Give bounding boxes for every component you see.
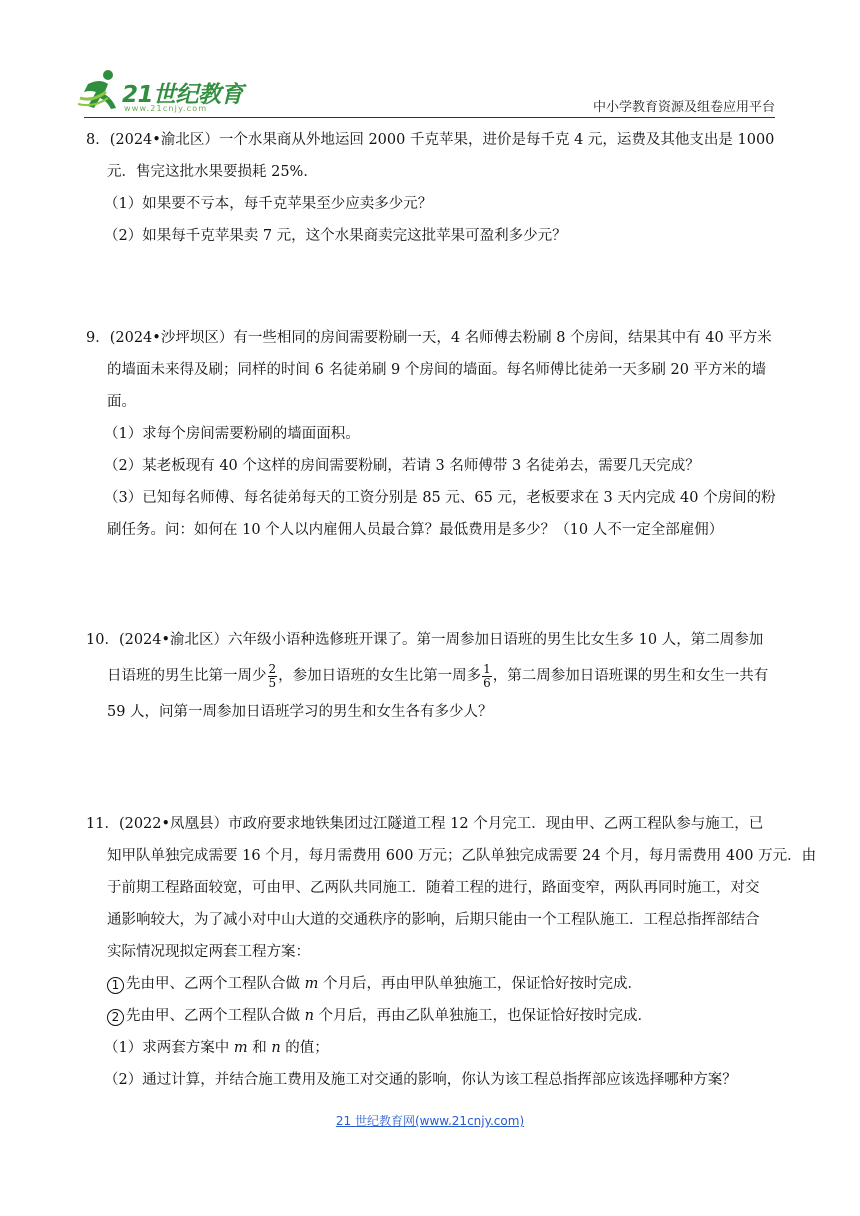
q11-part-2: （2）通过计算，并结合施工费用及施工对交通的影响，你认为该工程总指挥部应该选择哪种方案？ (104, 1072, 737, 1088)
page-footer (0, 1112, 860, 1129)
q8-part-2: （2）如果每千克苹果卖 7 元，这个水果商卖完这批苹果可盈利多少元？ (104, 228, 567, 244)
runner-logo-icon (78, 68, 124, 112)
q10-line-3: 59 人，问第一周参加日语班学习的男生和女生各有多少人？ (107, 704, 493, 720)
logo-url: www.21cnjy.com (124, 104, 208, 113)
q11-part-1-a: （1）求两套方案中 (104, 1040, 234, 1056)
q11-option-2-part-a: 先由甲、乙两个工程队合做 (126, 1008, 305, 1024)
q11-option-1-part-b: 个月后，再由甲队单独施工，保证恰好按时完成． (318, 976, 642, 992)
q9-part-1: （1）求每个房间需要粉刷的墙面面积。 (104, 426, 360, 442)
question-10 (86, 624, 776, 728)
q10-line-1: 10．(2024•渝北区）六年级小语种选修班开课了。第一周参加日语班的男生比女生多 10 人，第二周参加 (86, 632, 764, 648)
site-logo[interactable] (78, 68, 258, 118)
q10-line-2-part-a: 日语班的男生比第一周少 (107, 668, 267, 684)
q11-line-1: 11．(2022•凤凰县）市政府要求地铁集团过江隧道工程 12 个月完工．现由甲、乙两工程队参与施工，已 (86, 816, 764, 832)
footer-site-link[interactable]: 21 世纪教育网(www.21cnjy.com) (335, 1114, 525, 1128)
variable-m: m (233, 1040, 248, 1056)
circled-number-2: 2 (107, 1009, 124, 1026)
fraction-2-denominator: 6 (483, 675, 491, 690)
q8-line-2: 元．售完这批水果要损耗 25%． (107, 164, 318, 180)
q10-line-2-part-c: ，第二周参加日语班课的男生和女生一共有 (492, 668, 769, 684)
q11-line-5: 实际情况现拟定两套工程方案： (107, 944, 310, 960)
q11-line-2: 知甲队单独完成需要 16 个月，每月需费用 600 万元；乙队单独完成需要 24 个月，每月需费用 400 万元．由 (107, 848, 817, 864)
q10-line-2-part-b: ，参加日语班的女生比第一周多 (278, 668, 482, 684)
q11-part-1-b: 的值； (280, 1040, 329, 1056)
q9-part-3-line-2: 刷任务。问：如何在 10 个人以内雇佣人员最合算？最低费用是多少？（10 人不一定全部雇佣） (107, 522, 724, 538)
q11-option-2 (86, 1000, 776, 1032)
circled-number-1: 1 (107, 977, 124, 994)
q11-part-1-and: 和 (247, 1040, 272, 1056)
fraction-1-numerator: 2 (268, 661, 277, 676)
q9-part-2: （2）某老板现有 40 个这样的房间需要粉刷，若请 3 名师傅带 3 名徒弟去，需要几天完成？ (104, 458, 700, 474)
q11-option-1 (86, 968, 776, 1000)
question-9 (86, 322, 776, 546)
q9-line-3: 面。 (107, 394, 136, 410)
q9-line-2: 的墙面未来得及刷；同样的时间 6 名徒弟刷 9 个房间的墙面。每名师傅比徒弟一天多刷 20 平方米的墙 (107, 362, 767, 378)
header-divider (84, 117, 775, 118)
q9-part-3-line-1: （3）已知每名师傅、每名徒弟每天的工资分别是 85 元、65 元，老板要求在 3 天内完成 40 个房间的粉 (104, 490, 776, 506)
question-8 (86, 124, 776, 252)
variable-m: m (304, 976, 319, 992)
q8-line-1: 8．(2024•渝北区）一个水果商从外地运回 2000 千克苹果，进价是每千克 4 元，运费及其他支出是 1000 (86, 132, 775, 148)
logo-number: 21 (122, 82, 154, 108)
variable-n: n (304, 1008, 314, 1024)
variable-n: n (271, 1040, 281, 1056)
page-header (0, 0, 860, 120)
q11-option-1-part-a: 先由甲、乙两个工程队合做 (126, 976, 305, 992)
fraction-1-denominator: 5 (268, 675, 277, 690)
fraction-2-numerator: 1 (483, 661, 491, 676)
question-11 (86, 808, 817, 1096)
q11-line-4: 通影响较大，为了减小对中山大道的交通秩序的影响，后期只能由一个工程队施工．工程总指挥部结合 (107, 912, 760, 928)
q11-line-3: 于前期工程路面较宽，可由甲、乙两队共同施工．随着工程的进行，路面变窄，两队再同时施工，对交 (107, 880, 760, 896)
q8-part-1: （1）如果要不亏本，每千克苹果至少应卖多少元？ (104, 196, 433, 212)
q11-part-1 (86, 1032, 776, 1064)
fraction-one-sixth (482, 663, 492, 690)
q9-line-1: 9．(2024•沙坪坝区）有一些相同的房间需要粉刷一天，4 名师傅去粉刷 8 个房间，结果其中有 40 平方米 (86, 330, 772, 346)
fraction-two-fifths (268, 663, 278, 690)
q11-option-2-part-b: 个月后，再由乙队单独施工，也保证恰好按时完成． (313, 1008, 653, 1024)
platform-title: 中小学教育资源及组卷应用平台 (592, 100, 775, 115)
q10-line-2 (86, 656, 776, 696)
logo-name: 世纪教育 (153, 82, 244, 108)
